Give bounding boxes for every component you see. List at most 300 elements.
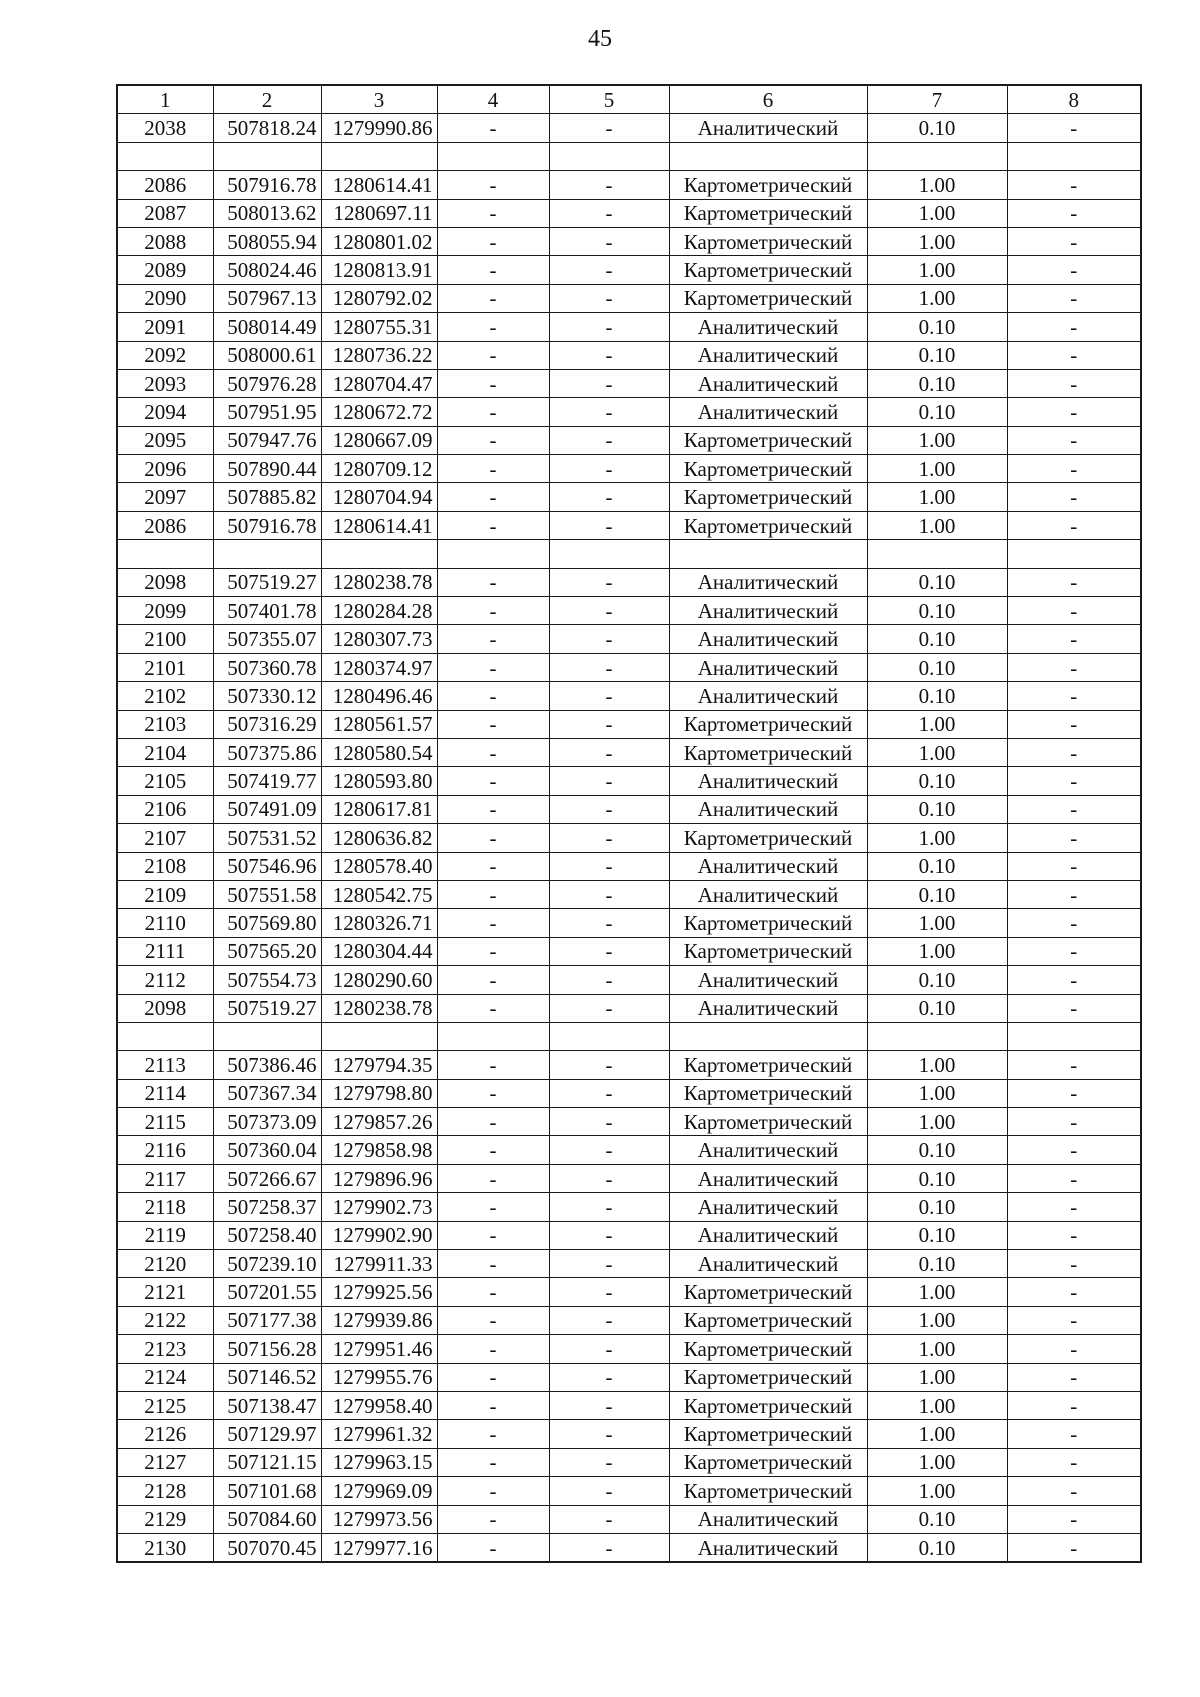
table-row: [117, 653, 1141, 681]
col8-cell: -: [1007, 1477, 1141, 1505]
col5-cell: -: [549, 426, 669, 454]
point-number-cell: 2096: [117, 455, 213, 483]
col4-cell: -: [437, 767, 549, 795]
col8-cell: -: [1007, 1335, 1141, 1363]
method-cell: Картометрический: [669, 227, 867, 255]
accuracy-cell: [867, 1022, 1007, 1050]
x-coordinate-cell: 507367.34: [213, 1079, 321, 1107]
point-number-cell: 2099: [117, 597, 213, 625]
col4-cell: -: [437, 710, 549, 738]
y-coordinate-cell: 1280697.11: [321, 199, 437, 227]
method-cell: Картометрический: [669, 1363, 867, 1391]
point-number-cell: 2092: [117, 341, 213, 369]
method-cell: Аналитический: [669, 852, 867, 880]
x-coordinate-cell: 507951.95: [213, 398, 321, 426]
col8-cell: -: [1007, 1051, 1141, 1079]
col8-cell: -: [1007, 682, 1141, 710]
col4-cell: -: [437, 256, 549, 284]
table-row: [117, 909, 1141, 937]
point-number-cell: 2114: [117, 1079, 213, 1107]
point-number-cell: 2097: [117, 483, 213, 511]
col5-cell: -: [549, 284, 669, 312]
page-number: 45: [588, 26, 612, 52]
table-row: [117, 1391, 1141, 1419]
accuracy-cell: 0.10: [867, 398, 1007, 426]
table-row: [117, 795, 1141, 823]
col8-cell: -: [1007, 511, 1141, 539]
col4-cell: -: [437, 1363, 549, 1391]
y-coordinate-cell: 1279902.90: [321, 1221, 437, 1249]
x-coordinate-cell: 507375.86: [213, 738, 321, 766]
col8-cell: -: [1007, 966, 1141, 994]
col4-cell: -: [437, 1136, 549, 1164]
point-number-cell: 2121: [117, 1278, 213, 1306]
table-row: [117, 1278, 1141, 1306]
table-row: [117, 227, 1141, 255]
col8-cell: -: [1007, 767, 1141, 795]
col5-cell: -: [549, 1420, 669, 1448]
point-number-cell: 2087: [117, 199, 213, 227]
col4-cell: -: [437, 597, 549, 625]
accuracy-cell: 1.00: [867, 1335, 1007, 1363]
y-coordinate-cell: 1279939.86: [321, 1306, 437, 1334]
method-cell: Аналитический: [669, 341, 867, 369]
table-row: [117, 1164, 1141, 1192]
col5-cell: -: [549, 199, 669, 227]
y-coordinate-cell: 1279858.98: [321, 1136, 437, 1164]
y-coordinate-cell: 1280578.40: [321, 852, 437, 880]
col4-cell: -: [437, 341, 549, 369]
col4-cell: -: [437, 1505, 549, 1533]
point-number-cell: 2130: [117, 1533, 213, 1562]
x-coordinate-cell: 507551.58: [213, 880, 321, 908]
x-coordinate-cell: 507258.40: [213, 1221, 321, 1249]
col4-cell: -: [437, 511, 549, 539]
table-row: [117, 540, 1141, 568]
x-coordinate-cell: 508055.94: [213, 227, 321, 255]
col5-cell: -: [549, 937, 669, 965]
table-row: [117, 1079, 1141, 1107]
y-coordinate-cell: 1279925.56: [321, 1278, 437, 1306]
accuracy-cell: 1.00: [867, 1477, 1007, 1505]
col5-cell: -: [549, 625, 669, 653]
col8-cell: -: [1007, 341, 1141, 369]
y-coordinate-cell: 1279794.35: [321, 1051, 437, 1079]
x-coordinate-cell: 507976.28: [213, 369, 321, 397]
col5-cell: -: [549, 171, 669, 199]
col5-cell: -: [549, 1335, 669, 1363]
table-row: [117, 1108, 1141, 1136]
method-cell: Картометрический: [669, 426, 867, 454]
x-coordinate-cell: 507565.20: [213, 937, 321, 965]
column-header: 5: [549, 85, 669, 114]
table-row: [117, 398, 1141, 426]
column-header: 8: [1007, 85, 1141, 114]
method-cell: Картометрический: [669, 738, 867, 766]
table-row: [117, 1250, 1141, 1278]
col5-cell: -: [549, 1477, 669, 1505]
y-coordinate-cell: 1280617.81: [321, 795, 437, 823]
col8-cell: [1007, 540, 1141, 568]
x-coordinate-cell: [213, 1022, 321, 1050]
table-row: [117, 1136, 1141, 1164]
col4-cell: [437, 1022, 549, 1050]
point-number-cell: 2086: [117, 511, 213, 539]
col8-cell: -: [1007, 1079, 1141, 1107]
x-coordinate-cell: 507890.44: [213, 455, 321, 483]
y-coordinate-cell: 1279955.76: [321, 1363, 437, 1391]
col5-cell: [549, 142, 669, 170]
method-cell: Аналитический: [669, 1221, 867, 1249]
col5-cell: -: [549, 653, 669, 681]
method-cell: Картометрический: [669, 909, 867, 937]
table-row: [117, 511, 1141, 539]
point-number-cell: 2118: [117, 1193, 213, 1221]
method-cell: Аналитический: [669, 313, 867, 341]
table-row: [117, 341, 1141, 369]
method-cell: Аналитический: [669, 1250, 867, 1278]
col8-cell: -: [1007, 909, 1141, 937]
col4-cell: -: [437, 625, 549, 653]
y-coordinate-cell: 1279977.16: [321, 1533, 437, 1562]
y-coordinate-cell: 1280580.54: [321, 738, 437, 766]
column-header: 2: [213, 85, 321, 114]
accuracy-cell: 0.10: [867, 1193, 1007, 1221]
y-coordinate-cell: 1280755.31: [321, 313, 437, 341]
col8-cell: -: [1007, 880, 1141, 908]
x-coordinate-cell: 507101.68: [213, 1477, 321, 1505]
accuracy-cell: 0.10: [867, 994, 1007, 1022]
col4-cell: -: [437, 994, 549, 1022]
col5-cell: -: [549, 795, 669, 823]
col8-cell: -: [1007, 1136, 1141, 1164]
method-cell: Аналитический: [669, 1505, 867, 1533]
accuracy-cell: [867, 142, 1007, 170]
col8-cell: -: [1007, 1533, 1141, 1562]
col4-cell: -: [437, 1051, 549, 1079]
y-coordinate-cell: 1280614.41: [321, 511, 437, 539]
col8-cell: -: [1007, 710, 1141, 738]
col8-cell: [1007, 1022, 1141, 1050]
point-number-cell: 2117: [117, 1164, 213, 1192]
method-cell: Картометрический: [669, 1079, 867, 1107]
accuracy-cell: [867, 540, 1007, 568]
accuracy-cell: 0.10: [867, 625, 1007, 653]
point-number-cell: 2109: [117, 880, 213, 908]
table-row: [117, 1221, 1141, 1249]
x-coordinate-cell: 507156.28: [213, 1335, 321, 1363]
x-coordinate-cell: 507258.37: [213, 1193, 321, 1221]
table-row: [117, 1335, 1141, 1363]
method-cell: Картометрический: [669, 171, 867, 199]
accuracy-cell: 0.10: [867, 1505, 1007, 1533]
method-cell: Аналитический: [669, 653, 867, 681]
col4-cell: -: [437, 568, 549, 596]
method-cell: Картометрический: [669, 937, 867, 965]
col5-cell: -: [549, 1193, 669, 1221]
accuracy-cell: 1.00: [867, 1391, 1007, 1419]
col5-cell: -: [549, 682, 669, 710]
x-coordinate-cell: 507360.04: [213, 1136, 321, 1164]
point-number-cell: 2089: [117, 256, 213, 284]
col8-cell: -: [1007, 1306, 1141, 1334]
col4-cell: -: [437, 1477, 549, 1505]
table-row: [117, 199, 1141, 227]
col8-cell: -: [1007, 114, 1141, 142]
point-number-cell: 2038: [117, 114, 213, 142]
col5-cell: -: [549, 369, 669, 397]
table-row: [117, 852, 1141, 880]
method-cell: Аналитический: [669, 994, 867, 1022]
x-coordinate-cell: 507121.15: [213, 1448, 321, 1476]
col8-cell: -: [1007, 426, 1141, 454]
accuracy-cell: 1.00: [867, 1306, 1007, 1334]
point-number-cell: 2116: [117, 1136, 213, 1164]
col5-cell: -: [549, 1221, 669, 1249]
table-row: [117, 313, 1141, 341]
method-cell: Аналитический: [669, 1136, 867, 1164]
col8-cell: -: [1007, 1363, 1141, 1391]
x-coordinate-cell: 507531.52: [213, 824, 321, 852]
y-coordinate-cell: 1280636.82: [321, 824, 437, 852]
point-number-cell: 2124: [117, 1363, 213, 1391]
x-coordinate-cell: 507818.24: [213, 114, 321, 142]
table-row: [117, 682, 1141, 710]
point-number-cell: 2122: [117, 1306, 213, 1334]
col5-cell: [549, 1022, 669, 1050]
col5-cell: -: [549, 1533, 669, 1562]
method-cell: Аналитический: [669, 398, 867, 426]
x-coordinate-cell: 507546.96: [213, 852, 321, 880]
col5-cell: -: [549, 455, 669, 483]
accuracy-cell: 0.10: [867, 1533, 1007, 1562]
method-cell: Картометрический: [669, 1477, 867, 1505]
method-cell: Аналитический: [669, 880, 867, 908]
y-coordinate-cell: 1279951.46: [321, 1335, 437, 1363]
accuracy-cell: 1.00: [867, 909, 1007, 937]
col8-cell: -: [1007, 455, 1141, 483]
column-header: 7: [867, 85, 1007, 114]
x-coordinate-cell: 508000.61: [213, 341, 321, 369]
col8-cell: [1007, 142, 1141, 170]
column-header: 1: [117, 85, 213, 114]
accuracy-cell: 0.10: [867, 653, 1007, 681]
y-coordinate-cell: 1280238.78: [321, 568, 437, 596]
y-coordinate-cell: 1280284.28: [321, 597, 437, 625]
accuracy-cell: 0.10: [867, 852, 1007, 880]
x-coordinate-cell: 507401.78: [213, 597, 321, 625]
col4-cell: -: [437, 171, 549, 199]
x-coordinate-cell: 507266.67: [213, 1164, 321, 1192]
table-row: [117, 597, 1141, 625]
method-cell: Картометрический: [669, 1108, 867, 1136]
table-row: [117, 1505, 1141, 1533]
method-cell: Аналитический: [669, 767, 867, 795]
col5-cell: -: [549, 824, 669, 852]
col8-cell: -: [1007, 199, 1141, 227]
col8-cell: -: [1007, 1505, 1141, 1533]
x-coordinate-cell: 507519.27: [213, 568, 321, 596]
x-coordinate-cell: 507146.52: [213, 1363, 321, 1391]
col8-cell: -: [1007, 994, 1141, 1022]
col4-cell: -: [437, 682, 549, 710]
point-number-cell: 2098: [117, 994, 213, 1022]
y-coordinate-cell: 1279911.33: [321, 1250, 437, 1278]
point-number-cell: 2123: [117, 1335, 213, 1363]
point-number-cell: 2091: [117, 313, 213, 341]
y-coordinate-cell: 1279990.86: [321, 114, 437, 142]
x-coordinate-cell: 507386.46: [213, 1051, 321, 1079]
col5-cell: -: [549, 966, 669, 994]
col5-cell: -: [549, 710, 669, 738]
y-coordinate-cell: 1280496.46: [321, 682, 437, 710]
table-row: [117, 114, 1141, 142]
method-cell: Картометрический: [669, 455, 867, 483]
accuracy-cell: 0.10: [867, 966, 1007, 994]
accuracy-cell: 1.00: [867, 1051, 1007, 1079]
point-number-cell: 2125: [117, 1391, 213, 1419]
col4-cell: -: [437, 1278, 549, 1306]
table-row: [117, 171, 1141, 199]
accuracy-cell: 0.10: [867, 1136, 1007, 1164]
col8-cell: -: [1007, 937, 1141, 965]
x-coordinate-cell: 507177.38: [213, 1306, 321, 1334]
accuracy-cell: 0.10: [867, 1164, 1007, 1192]
x-coordinate-cell: 507373.09: [213, 1108, 321, 1136]
col5-cell: -: [549, 1250, 669, 1278]
y-coordinate-cell: 1280704.94: [321, 483, 437, 511]
accuracy-cell: 0.10: [867, 880, 1007, 908]
col5-cell: -: [549, 994, 669, 1022]
method-cell: Аналитический: [669, 568, 867, 596]
coordinates-table: [116, 84, 1142, 1563]
point-number-cell: [117, 1022, 213, 1050]
table-row: [117, 1193, 1141, 1221]
col8-cell: -: [1007, 597, 1141, 625]
point-number-cell: 2112: [117, 966, 213, 994]
table-row: [117, 426, 1141, 454]
point-number-cell: 2088: [117, 227, 213, 255]
y-coordinate-cell: 1280614.41: [321, 171, 437, 199]
accuracy-cell: 0.10: [867, 1250, 1007, 1278]
method-cell: Картометрический: [669, 199, 867, 227]
y-coordinate-cell: 1280374.97: [321, 653, 437, 681]
col5-cell: -: [549, 313, 669, 341]
y-coordinate-cell: 1280801.02: [321, 227, 437, 255]
table-row: [117, 1448, 1141, 1476]
accuracy-cell: 1.00: [867, 710, 1007, 738]
col4-cell: -: [437, 1391, 549, 1419]
col4-cell: -: [437, 199, 549, 227]
accuracy-cell: 0.10: [867, 114, 1007, 142]
col5-cell: -: [549, 1108, 669, 1136]
point-number-cell: 2108: [117, 852, 213, 880]
col5-cell: -: [549, 398, 669, 426]
point-number-cell: 2129: [117, 1505, 213, 1533]
accuracy-cell: 1.00: [867, 171, 1007, 199]
x-coordinate-cell: [213, 540, 321, 568]
x-coordinate-cell: 508024.46: [213, 256, 321, 284]
method-cell: Аналитический: [669, 369, 867, 397]
col5-cell: -: [549, 1164, 669, 1192]
accuracy-cell: 0.10: [867, 341, 1007, 369]
col4-cell: -: [437, 1079, 549, 1107]
col8-cell: -: [1007, 1193, 1141, 1221]
col5-cell: -: [549, 597, 669, 625]
col4-cell: -: [437, 1221, 549, 1249]
point-number-cell: 2101: [117, 653, 213, 681]
x-coordinate-cell: 507201.55: [213, 1278, 321, 1306]
method-cell: Аналитический: [669, 795, 867, 823]
col5-cell: [549, 540, 669, 568]
col5-cell: -: [549, 227, 669, 255]
accuracy-cell: 1.00: [867, 937, 1007, 965]
x-coordinate-cell: 507519.27: [213, 994, 321, 1022]
col5-cell: -: [549, 1363, 669, 1391]
y-coordinate-cell: 1280290.60: [321, 966, 437, 994]
col4-cell: -: [437, 653, 549, 681]
x-coordinate-cell: 507419.77: [213, 767, 321, 795]
x-coordinate-cell: 507554.73: [213, 966, 321, 994]
col8-cell: -: [1007, 1278, 1141, 1306]
accuracy-cell: 0.10: [867, 597, 1007, 625]
y-coordinate-cell: 1279798.80: [321, 1079, 437, 1107]
y-coordinate-cell: 1279963.15: [321, 1448, 437, 1476]
accuracy-cell: 1.00: [867, 1278, 1007, 1306]
col5-cell: -: [549, 114, 669, 142]
table-row: [117, 1306, 1141, 1334]
table-row: [117, 625, 1141, 653]
method-cell: [669, 540, 867, 568]
col4-cell: -: [437, 313, 549, 341]
method-cell: Аналитический: [669, 1164, 867, 1192]
col4-cell: -: [437, 227, 549, 255]
col8-cell: -: [1007, 795, 1141, 823]
table-row: [117, 1477, 1141, 1505]
method-cell: Картометрический: [669, 1448, 867, 1476]
table-body: [117, 114, 1141, 1562]
col4-cell: -: [437, 1335, 549, 1363]
table-row: [117, 994, 1141, 1022]
col8-cell: -: [1007, 852, 1141, 880]
x-coordinate-cell: 507239.10: [213, 1250, 321, 1278]
x-coordinate-cell: 508014.49: [213, 313, 321, 341]
table-row: [117, 455, 1141, 483]
y-coordinate-cell: 1280238.78: [321, 994, 437, 1022]
accuracy-cell: 1.00: [867, 1108, 1007, 1136]
table-row: [117, 568, 1141, 596]
col5-cell: -: [549, 1306, 669, 1334]
table-row: [117, 937, 1141, 965]
col8-cell: -: [1007, 483, 1141, 511]
col8-cell: -: [1007, 171, 1141, 199]
y-coordinate-cell: [321, 1022, 437, 1050]
accuracy-cell: 1.00: [867, 284, 1007, 312]
point-number-cell: 2107: [117, 824, 213, 852]
method-cell: [669, 142, 867, 170]
y-coordinate-cell: 1280709.12: [321, 455, 437, 483]
col4-cell: -: [437, 1306, 549, 1334]
accuracy-cell: 0.10: [867, 1221, 1007, 1249]
point-number-cell: 2111: [117, 937, 213, 965]
table-row: [117, 284, 1141, 312]
method-cell: Картометрический: [669, 710, 867, 738]
col4-cell: [437, 142, 549, 170]
accuracy-cell: 0.10: [867, 369, 1007, 397]
y-coordinate-cell: 1280792.02: [321, 284, 437, 312]
accuracy-cell: 1.00: [867, 511, 1007, 539]
header-row: [117, 85, 1141, 114]
